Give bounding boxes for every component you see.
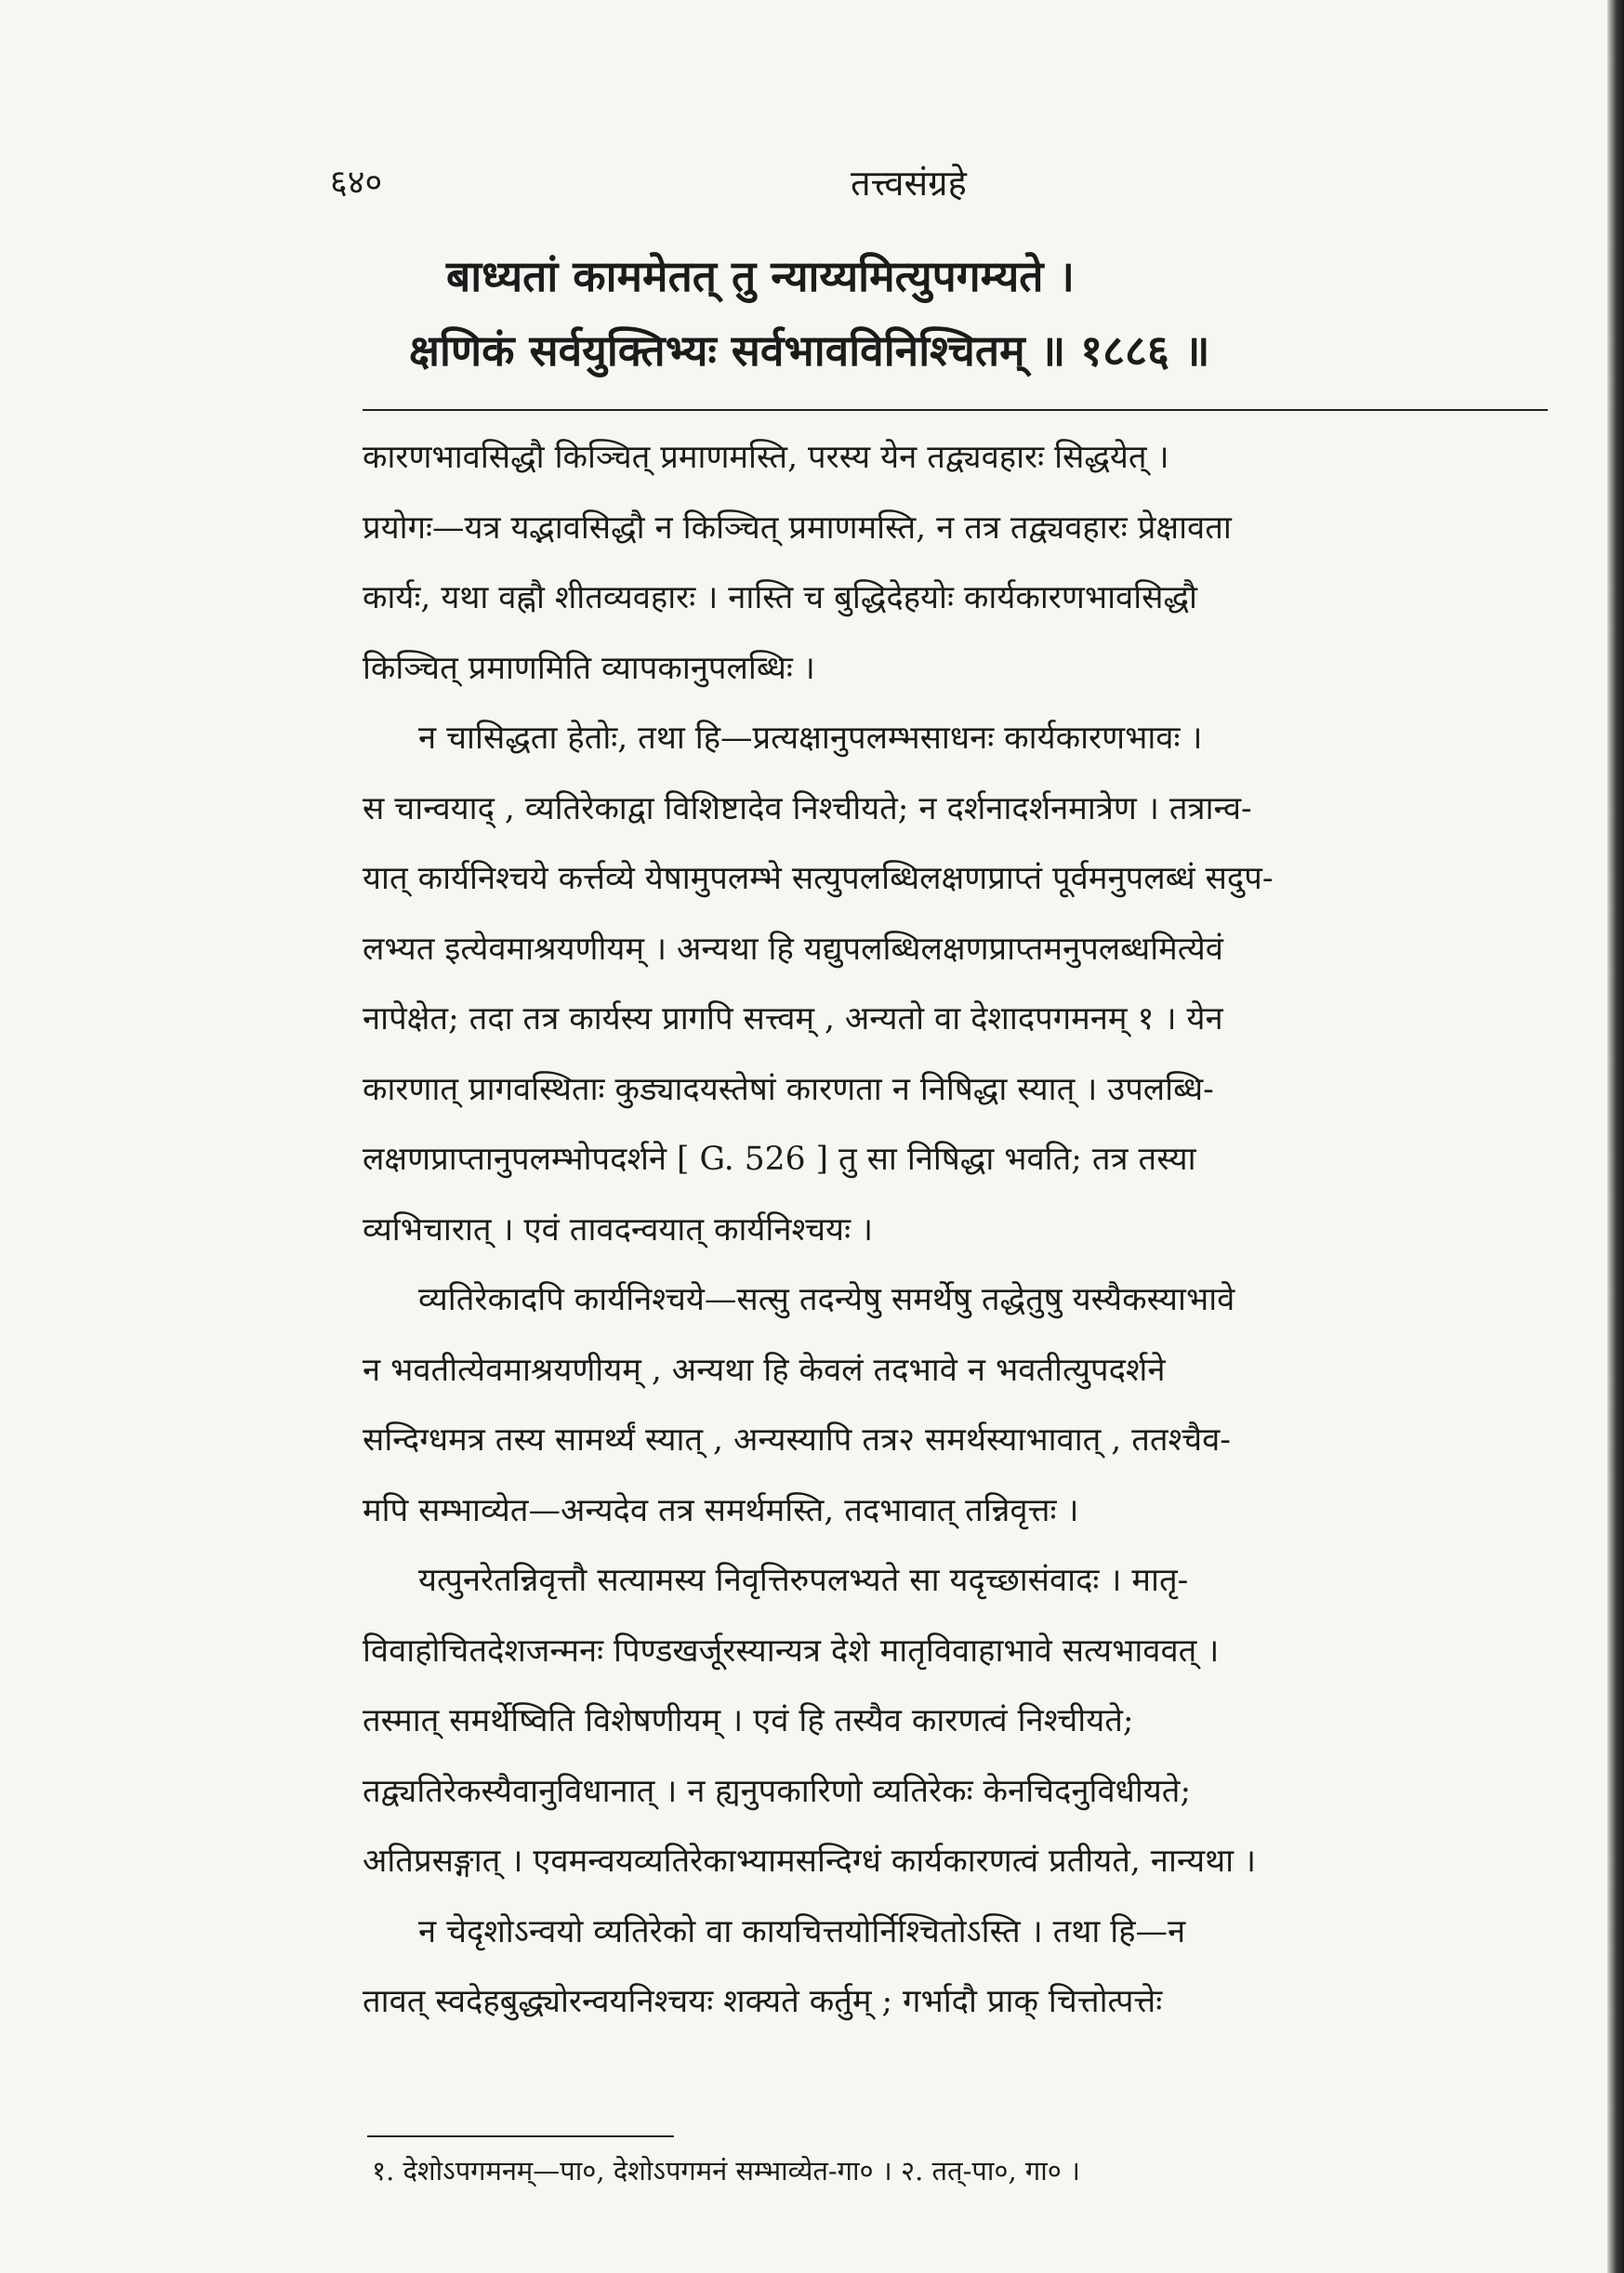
commentary-line: कार्यः, यथा वह्नौ शीतव्यवहारः । नास्ति च बुद्धिदेहयोः कार्यकारणभावसिद्धौ (363, 579, 1197, 616)
commentary-line: कारणात् प्रागवस्थिताः कुड्यादयस्तेषां कारणता न निषिद्धा स्यात् । उपलब्धि- (363, 1070, 1214, 1108)
commentary-line: लभ्यत इत्येवमाश्रयणीयम् । अन्यथा हि यद्युपलब्धिलक्षणप्राप्तमनुपलब्धमित्येवं (363, 930, 1223, 968)
commentary-line: कारणभावसिद्धौ किञ्चित् प्रमाणमस्ति, परस्य येन तद्व्यवहारः सिद्धयेत् । (363, 439, 1169, 476)
page-header (330, 158, 1566, 223)
commentary-line: सन्दिग्धमत्र तस्य सामर्थ्यं स्यात् , अन्यस्यापि तत्र२ समर्थस्याभावात् , ततश्चैव- (363, 1421, 1231, 1459)
footnote: १. देशोऽपगमनम्—पा०, देशोऽपगमनं सम्भाव्येत-गा० । २. तत्-पा०, गा० । (372, 2155, 1081, 2187)
commentary-line: मपि सम्भाव्येत—अन्यदेव तत्र समर्थमस्ति, तदभावात् तन्निवृत्तः । (363, 1491, 1079, 1529)
commentary-line: व्यतिरेकादपि कार्यनिश्चये—सत्सु तदन्येषु समर्थेषु तद्धेतुषु यस्यैकस्याभावे (418, 1281, 1235, 1318)
commentary-line: किञ्चित् प्रमाणमिति व्यापकानुपलब्धिः । (363, 649, 815, 687)
commentary-line: न भवतीत्येवमाश्रयणीयम् , अन्यथा हि केवलं तदभावे न भवतीत्युपदर्शने (363, 1351, 1166, 1389)
verse-divider (363, 409, 1548, 411)
verse-line-1: बाध्यतां काममेतत् तु न्याय्यमित्युपगम्यते । (446, 251, 1075, 301)
book-spine-shadow (1607, 0, 1624, 2273)
commentary-line: तावत् स्वदेहबुद्ध्योरन्वयनिश्चयः शक्यते कर्तुम् ; गर्भादौ प्राक् चित्तोत्पत्तेः (363, 1983, 1163, 2020)
commentary-line: यात् कार्यनिश्चये कर्त्तव्ये येषामुपलम्भे सत्युपलब्धिलक्षणप्राप्तं पूर्वमनुपलब्धं सदुप- (363, 860, 1274, 897)
commentary-line: लक्षणप्राप्तानुपलम्भोपदर्शने [ G. 526 ] तु सा निषिद्धा भवति; तत्र तस्या (363, 1141, 1196, 1178)
commentary-line: व्यभिचारात् । एवं तावदन्वयात् कार्यनिश्चयः । (363, 1210, 874, 1249)
commentary-line: न चासिद्धता हेतोः, तथा हि—प्रत्यक्षानुपलम्भसाधनः कार्यकारणभावः । (418, 720, 1203, 757)
commentary-line: तद्व्यतिरेकस्यैवानुविधानात् । न ह्यनुपकारिणो व्यतिरेकः केनचिदनुविधीयते; (363, 1772, 1192, 1810)
commentary-line: तस्मात् समर्थेष्विति विशेषणीयम् । एवं हि तस्यैव कारणत्वं निश्चीयते; (363, 1702, 1134, 1739)
commentary-text (363, 423, 1548, 2038)
verse-line-2: क्षणिकं सर्वयुक्तिभ्यः सर्वभावविनिश्चितम् ॥ १८८६ ॥ (409, 325, 1210, 376)
commentary-line: न चेदृशोऽन्वयो व्यतिरेको वा कायचित्तयोर्निश्चितोऽस्ति । तथा हि—न (418, 1912, 1186, 1950)
commentary-line: नापेक्षेत; तदा तत्र कार्यस्य प्रागपि सत्त्वम् , अन्यतो वा देशादपगमनम् १ । येन (363, 1000, 1223, 1037)
commentary-line: प्रयोगः—यत्र यद्भावसिद्धौ न किञ्चित् प्रमाणमस्ति, न तत्र तद्व्यवहारः प्रेक्षावता (363, 509, 1232, 547)
commentary-line: अतिप्रसङ्गात् । एवमन्वयव्यतिरेकाभ्यामसन्दिग्धं कार्यकारणत्वं प्रतीयते, नान्यथा । (363, 1843, 1257, 1880)
commentary-line: स चान्वयाद् , व्यतिरेकाद्वा विशिष्टादेव निश्चीयते; न दर्शनादर्शनमात्रेण । तत्रान्व- (363, 789, 1252, 827)
footnote-divider (367, 2135, 674, 2137)
commentary-line: विवाहोचितदेशजन्मनः पिण्डखर्जूरस्यान्यत्र देशे मातृविवाहाभावे सत्यभाववत् । (363, 1632, 1220, 1670)
page-number: ६४० (330, 164, 383, 202)
commentary-line: यत्पुनरेतन्निवृत्तौ सत्यामस्य निवृत्तिरुपलभ्यते सा यदृच्छासंवादः । मातृ- (418, 1562, 1189, 1599)
running-title: तत्त्वसंग्रहे (851, 163, 967, 204)
